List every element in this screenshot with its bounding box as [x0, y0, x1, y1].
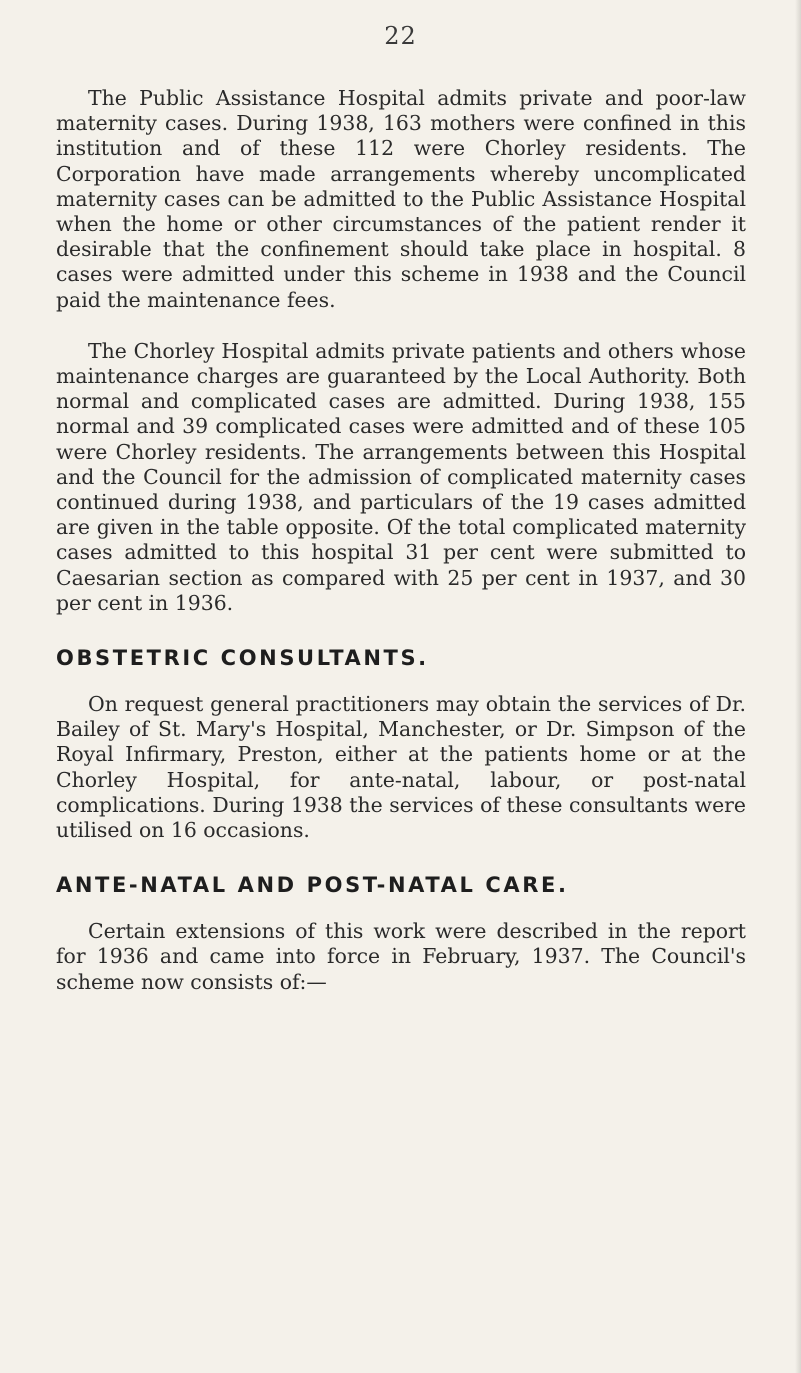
paragraph-obstetric-consultants: On request general practitioners may obtain the services of Dr. Bailey of St. Mary's Hospital, Manchester, or Dr. Simpson of the Royal Infirmary, Preston, either at the patients home or at the Chorley Hospital, for ante-natal, labour, or post-natal complications. During 1938 the services of these consultants were utilised on 16 occasions.: [56, 692, 746, 843]
page-number: 22: [384, 22, 417, 50]
page-edge-shadow: [795, 0, 801, 1373]
paragraph-public-assistance-hospital: The Public Assistance Hospital admits private and poor-law maternity cases. During 1938, 163 mothers were confined in this institution and of these 112 were Chorley residents. The Corporation have made arrangements whereby uncomplicated maternity cases can be admitted to the Public Assistance Hospital when the home or other circumstances of the patient render it desirable that the confinement should take place in hospital. 8 cases were admitted under this scheme in 1938 and the Council paid the maintenance fees.: [56, 86, 746, 312]
page-body: [56, 86, 746, 1021]
heading-obstetric-consultants: OBSTETRIC CONSULTANTS.: [56, 646, 429, 671]
paragraph-chorley-hospital: The Chorley Hospital admits private patients and others whose maintenance charges are guaranteed by the Local Authority. Both normal and complicated cases are admitted. During 1938, 155 normal and 39 complicated cases were admitted and of these 105 were Chorley residents. The arrangements between this Hospital and the Council for the admission of complicated maternity cases continued during 1938, and particulars of the 19 cases admitted are given in the table opposite. Of the total complicated maternity cases admitted to this hospital 31 per cent were submitted to Caesarian section as compared with 25 per cent in 1937, and 30 per cent in 1936.: [56, 338, 746, 615]
heading-ante-natal-post-natal-care: ANTE-NATAL AND POST-NATAL CARE.: [56, 873, 569, 898]
paragraph-council-scheme: Certain extensions of this work were described in the report for 1936 and came into force in February, 1937. The Council's scheme now consists of:—: [56, 919, 746, 994]
